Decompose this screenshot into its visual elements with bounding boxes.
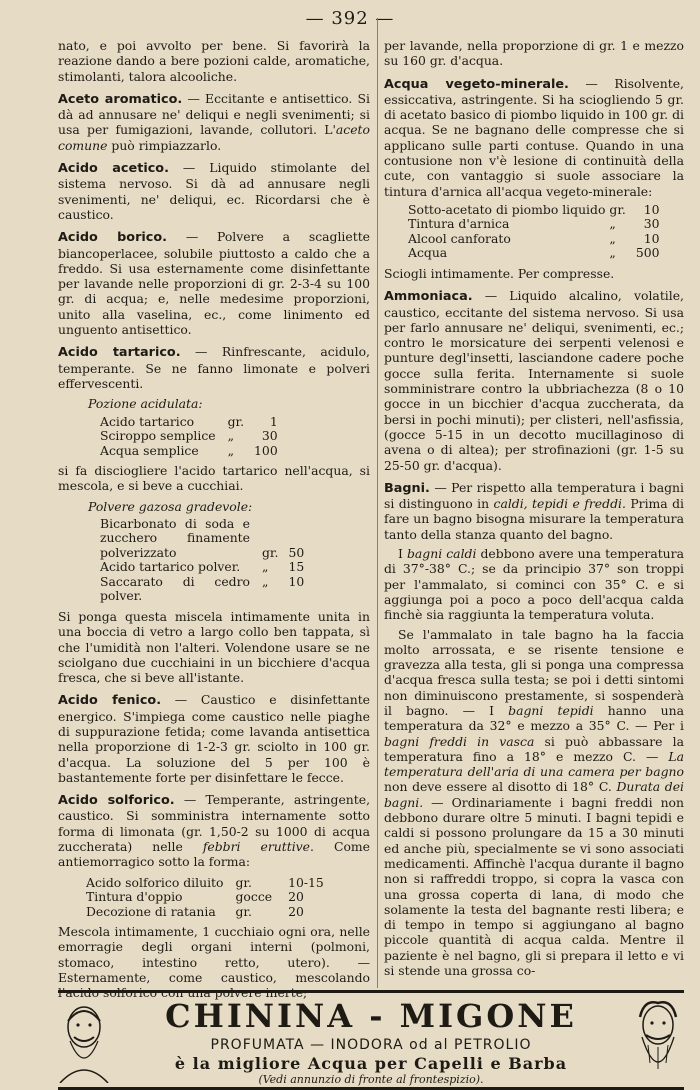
left-column bbox=[58, 38, 370, 1008]
unit: gr. bbox=[262, 544, 279, 560]
recipe-title: Pozione acidulata: bbox=[88, 396, 203, 412]
paragraph-bagni-caldi bbox=[384, 546, 684, 622]
entry-text: — Per rispetto alla temperatura i bagni si distinguono in bbox=[384, 479, 684, 512]
recipe-instructions: si fa disciogliere l'acido tartarico nell'acqua, si mescola, e si beve a cucchiai. bbox=[58, 463, 370, 494]
entry-heading: Aceto aromatico. bbox=[58, 91, 183, 107]
ad-subtitle: PROFUMATA — INODORA od al PETROLIO bbox=[210, 1037, 532, 1053]
recipe-row bbox=[58, 415, 278, 430]
entry-text: — Liquido alcalino, volatile, caustico, eccitante del sistema nervoso. Si usa per farlo annusare ne' deliqui, svenimenti, ec.; contro le morsicature dei serpenti velenosi e punture degl'insetti, lasciandone cadere poche gocce sulla ferita. Internamente si suole somministrare contro la ubbriachezza (8 o 10 gocce in un bicchier d'acqua zuccherata, da bersi in pochi minuti); per clisteri, nell'asfissia, (gocce 5-15 in un decotto mucillaginoso di avena o di altea); per strofinazioni (gr. 1-5 su 25-50 gr. d'acqua). bbox=[384, 288, 684, 473]
entry-ammoniaca bbox=[384, 288, 684, 473]
ingredient: Bicarbonato di soda e zucchero finamente polverizzato bbox=[100, 515, 250, 560]
entry-emphasis: bagni freddi in vasca bbox=[384, 733, 535, 749]
entry-heading: Acido borico. bbox=[58, 230, 168, 246]
recipe-row bbox=[384, 246, 660, 261]
paragraph-continued: per lavande, nella proporzione di gr. 1 e mezzo su 160 gr. d'acqua. bbox=[384, 38, 684, 69]
ad-tagline: è la migliore Acqua per Capelli e Barba bbox=[174, 1054, 568, 1073]
entry-bagni bbox=[384, 480, 684, 542]
entry-text: — Temperante, astringente, caustico. Si somministra internamente sotto forma di limonata (gr. 1,50-2 su 1000 di acqua zuccherata) nelle bbox=[58, 792, 371, 855]
column-divider bbox=[377, 18, 378, 988]
ingredient: Acido tartarico polver. bbox=[100, 559, 241, 575]
ad-note: (Vedi annunzio di fronte al frontespizio). bbox=[258, 1073, 484, 1086]
entry-heading: Acqua vegeto-minerale. bbox=[384, 76, 569, 92]
recipe-table bbox=[384, 203, 660, 261]
recipe-row bbox=[58, 575, 304, 604]
recipe-table bbox=[58, 415, 278, 459]
recipe-table bbox=[58, 876, 324, 920]
unit: gr. bbox=[227, 413, 245, 429]
recipe-row bbox=[58, 560, 304, 575]
ingredient: Sciroppo semplice bbox=[100, 428, 216, 444]
entry-acido-acetico bbox=[58, 160, 370, 222]
unit: „ bbox=[227, 428, 235, 444]
entry-heading: Acido acetico. bbox=[58, 161, 169, 177]
recipe-row bbox=[58, 890, 324, 905]
recipe-table bbox=[58, 517, 304, 604]
entry-aceto-aromatico bbox=[58, 91, 370, 153]
ingredient: Tintura d'oppio bbox=[86, 889, 183, 905]
quantity: 50 bbox=[288, 544, 305, 560]
recipe-row bbox=[58, 444, 278, 459]
recipe-instructions: Si ponga questa miscela intimamente unita in una boccia di vetro a largo collo ben tappata, sì che l'umidità non l'alteri. Volendone usare se ne sciolgano due cucchiaini in un bicchiere d'acqua fresca, che si beve all'istante. bbox=[58, 608, 370, 686]
entry-text: si può abbassare la temperatura fino a 18° e mezzo C. — bbox=[384, 733, 684, 764]
quantity: 100 bbox=[254, 442, 278, 458]
entry-text: — Risolvente, essiccativa, astringente. Si ha sciogliendo 5 gr. di acetato basico di piombo liquido in 100 gr. di acqua. Se ne bagnano delle compresse che si applicano sulle parti contuse. Quando in una contusione non v'è lesione di continuità della cute, con vantaggio si suole associare la tintura d'arnica all'acqua vegeto-minerale: bbox=[384, 75, 684, 199]
ingredient: Acqua bbox=[408, 245, 448, 261]
entry-acido-tartarico bbox=[58, 344, 370, 391]
entry-text: non deve essere al disotto di 18° C. bbox=[384, 779, 617, 795]
ingredient: Saccarato di cedro polver. bbox=[100, 573, 250, 604]
recipe-instructions: Mescola intimamente, 1 cucchiaio ogni ora, nelle emorragie degli organi interni (polmoni, stomaco, intestino retto, utero). — Esternamente, come caustico, mescolando l'acido solforico con una polvere inerte; bbox=[58, 924, 370, 1001]
unit: gr. bbox=[609, 201, 626, 217]
entry-text: I bbox=[398, 546, 407, 562]
unit: „ bbox=[227, 442, 235, 458]
ingredient: Sotto-acetato di piombo liquido bbox=[408, 201, 606, 217]
entry-text: può rimpiazzarlo. bbox=[107, 137, 222, 153]
quantity: 20 bbox=[288, 889, 304, 905]
unit: gr. bbox=[235, 903, 252, 919]
entry-heading: Ammoniaca. bbox=[384, 289, 473, 305]
recipe-row bbox=[58, 905, 324, 920]
advertisement-banner bbox=[58, 990, 684, 1090]
entry-text: — Polvere a scagliette biancoperlacee, solubile piuttosto a caldo che a freddo. Si usa esternamente come disinfettante per lavande nelle proporzioni di gr. 2-3-4 su 100 gr. di acqua; e, nelle medesime proporzioni, unito alla vaselina, ec., come linimento ed unguento antisettico. bbox=[58, 229, 371, 338]
entry-emphasis: La temperatura dell'aria di una camera per bagno bbox=[384, 748, 684, 780]
entry-text: — Ordinariamente i bagni freddi non debbono durare oltre 5 minuti. I bagni tepidi e caldi si possono prolungare da 15 a 30 minuti ed anche più, specialmente se vi sono associati medicamenti. Affinchè l'acqua durante il bagno non si raffreddi troppo, si copra la vasca con una grossa coperta di lana, di modo che solamente la testa del bagnante resti libera; e di tempo in tempo si aggiungano al bagno piccole quantità di acqua calda. Mentre il paziente è nel bagno, gli si prepara il letto e vi si stende una grossa co- bbox=[384, 794, 684, 979]
paragraph-bagni-temperatura bbox=[384, 627, 684, 979]
recipe-row bbox=[58, 876, 324, 891]
quantity: 10 bbox=[643, 201, 660, 217]
entry-heading: Acido solforico. bbox=[58, 793, 175, 809]
entry-heading: Acido fenico. bbox=[58, 693, 162, 709]
quantity: 20 bbox=[288, 903, 304, 919]
entry-emphasis: Durata dei bagni. bbox=[384, 779, 684, 810]
ingredient: Acido solforico diluito bbox=[86, 874, 224, 890]
quantity: 500 bbox=[635, 245, 660, 261]
unit: „ bbox=[609, 216, 616, 232]
unit: gr. bbox=[235, 874, 252, 890]
quantity: 30 bbox=[643, 216, 660, 232]
paragraph-continued: nato, e poi avvolto per bene. Si favorirà la reazione dando a bere pozioni calde, aromatiche, stimolanti, talora alcooliche. bbox=[58, 38, 370, 84]
entry-emphasis: aceto comune bbox=[58, 122, 370, 153]
entry-emphasis: bagni caldi bbox=[406, 546, 477, 562]
ingredient: Acqua semplice bbox=[100, 442, 199, 458]
quantity: 30 bbox=[261, 428, 278, 444]
entry-text: Prima di fare un bagno bisogna misurare la temperatura tanto della stanza quanto del bagno. bbox=[384, 496, 684, 542]
ingredient: Tintura d'arnica bbox=[408, 216, 510, 232]
entry-text: Se l'ammalato in tale bagno ha la faccia molto arrossata, e se risente tensione e gravezza alla testa, gli si ponga una compressa d'acqua fresca sulla testa; se poi i detti sintomi non diminuiscono prestamente, si sospenderà il bagno. — I bbox=[384, 626, 684, 718]
recipe-row bbox=[384, 232, 660, 247]
recipe-instructions: Sciogli intimamente. Per compresse. bbox=[384, 265, 615, 281]
unit: „ bbox=[262, 573, 269, 589]
entry-text: — Rinfrescante, acidulo, temperante. Se ne fanno limonate e polveri effervescenti. bbox=[58, 344, 370, 391]
unit: „ bbox=[609, 245, 616, 261]
recipe-row bbox=[384, 217, 660, 232]
entry-text: — Eccitante e antisettico. Si dà ad annusare ne' deliqui e negli svenimenti; si usa per fumigazioni, lavande, collutori. L' bbox=[58, 90, 370, 138]
portrait-illustration-right bbox=[628, 997, 688, 1083]
quantity: 1 bbox=[269, 413, 278, 429]
recipe-row bbox=[384, 203, 660, 218]
entry-acido-solforico bbox=[58, 792, 370, 869]
quantity: 10-15 bbox=[288, 874, 324, 890]
entry-acido-borico bbox=[58, 229, 370, 337]
entry-emphasis: febbri eruttive bbox=[202, 839, 311, 855]
unit: „ bbox=[262, 559, 269, 575]
entry-emphasis: bagni tepidi bbox=[508, 702, 594, 718]
unit: gocce bbox=[235, 889, 273, 905]
right-column bbox=[384, 38, 684, 985]
ingredient: Decozione di ratania bbox=[86, 903, 216, 919]
entry-text: — Liquido stimolante del sistema nervoso. Si dà ad annusare negli svenimenti, ne' deliqui, ec. Ricordarsi che è caustico. bbox=[58, 160, 370, 222]
unit: „ bbox=[609, 230, 616, 246]
entry-text: hanno una temperatura da 32° e mezzo a 35° C. — Per i bbox=[384, 702, 684, 734]
quantity: 10 bbox=[288, 573, 305, 589]
entry-text: — Caustico e disinfettante energico. S'impiega come caustico nelle piaghe di suppurazione fetida; come lavanda antisettica nella proporzione di 1-2-3 gr. sciolto in 100 gr. d'acqua. La soluzione del 5 per 100 è bastantemente forte per disinfettare le fecce. bbox=[58, 692, 371, 785]
entry-text: debbono avere una temperatura di 37°-38° C.; se da principio 37° son troppi per l'ammalato, si cominci con 35° C. e si aggiunga poi a poco a poco dell'acqua calda finchè sia raggiunta la temperatura voluta. bbox=[384, 546, 684, 623]
quantity: 10 bbox=[643, 230, 660, 246]
entry-text: . Come antiemorragico sotto la forma: bbox=[58, 839, 370, 870]
quantity: 15 bbox=[288, 559, 305, 575]
entry-heading: Acido tartarico. bbox=[58, 345, 181, 361]
ingredient: Alcool canforato bbox=[408, 230, 511, 246]
entry-heading: Bagni. bbox=[384, 480, 430, 496]
entry-acido-fenico bbox=[58, 692, 370, 785]
recipe-title: Polvere gazosa gradevole: bbox=[88, 498, 253, 514]
ingredient: Acido tartarico bbox=[100, 413, 195, 429]
recipe-row bbox=[58, 517, 304, 561]
page-number: — 392 — bbox=[305, 8, 395, 29]
entry-emphasis: caldi, tepidi e freddi. bbox=[493, 496, 626, 512]
recipe-row bbox=[58, 429, 278, 444]
ad-brand-title: CHININA - MIGONE bbox=[165, 997, 577, 1035]
entry-acqua-vegeto-minerale bbox=[384, 76, 684, 199]
